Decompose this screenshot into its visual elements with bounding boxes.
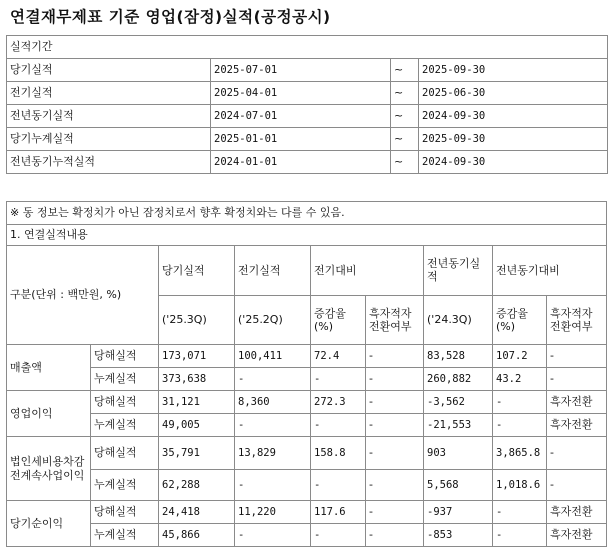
yoy-value: -21,553 [424,414,493,437]
yoy-rate: - [493,414,547,437]
period-tilde: ~ [391,105,419,128]
result-type: 당해실적 [91,501,159,524]
period-table [6,35,608,174]
current-value: 45,866 [159,524,235,547]
prev-header: 전기실적 [235,246,311,296]
yoy-turn-header: 흑자적자전환여부 [547,295,607,345]
prev-value: - [235,368,311,391]
prev-value: 11,220 [235,501,311,524]
period-tilde: ~ [391,59,419,82]
vs-prev-header: 전기대비 [311,246,424,296]
prev-turn: - [366,414,424,437]
prev-rate: 72.4 [311,345,366,368]
yoy-rate: 107.2 [493,345,547,368]
prev-value: 8,360 [235,391,311,414]
yoy-turn: 흑자전환 [547,524,607,547]
current-value: 31,121 [159,391,235,414]
period-end: 2025-09-30 [419,59,608,82]
yoy-rate: - [493,524,547,547]
prev-turn: - [366,345,424,368]
current-value: 173,071 [159,345,235,368]
prev-change-rate-header: 증감율(%) [311,295,366,345]
category-header: 구분(단위 : 백만원, %) [7,246,159,345]
table-row [7,414,607,437]
period-tilde: ~ [391,151,419,174]
current-header: 당기실적 [159,246,235,296]
prev-turn: - [366,501,424,524]
prev-turn: - [366,470,424,501]
yoy-rate: - [493,501,547,524]
prev-rate: 158.8 [311,437,366,470]
result-type: 누계실적 [91,524,159,547]
period-start: 2025-04-01 [211,82,391,105]
table-row [7,501,607,524]
yoy-rate: 43.2 [493,368,547,391]
current-value: 373,638 [159,368,235,391]
yoy-change-rate-header: 증감율(%) [493,295,547,345]
prev-rate: 272.3 [311,391,366,414]
prev-period: ('25.2Q) [235,295,311,345]
yoy-value: -937 [424,501,493,524]
prev-turn: - [366,391,424,414]
period-label: 전년동기실적 [7,105,211,128]
current-value: 49,005 [159,414,235,437]
period-label: 당기누계실적 [7,128,211,151]
table-row [7,368,607,391]
period-row [7,105,608,128]
period-tilde: ~ [391,128,419,151]
yoy-turn: - [547,368,607,391]
yoy-turn: - [547,345,607,368]
yoy-actual-header: 전년동기실적 [424,246,493,296]
table-row [7,345,607,368]
result-type: 누계실적 [91,470,159,501]
period-label: 전기실적 [7,82,211,105]
current-period: ('25.3Q) [159,295,235,345]
item-label: 당기순이익 [7,501,91,547]
yoy-turn: 흑자전환 [547,414,607,437]
period-label: 전년동기누적실적 [7,151,211,174]
result-type: 당해실적 [91,391,159,414]
prev-value: 13,829 [235,437,311,470]
table-row [7,470,607,501]
period-start: 2025-01-01 [211,128,391,151]
period-end: 2024-09-30 [419,151,608,174]
prev-value: 100,411 [235,345,311,368]
period-row [7,82,608,105]
prev-rate: - [311,524,366,547]
yoy-value: 260,882 [424,368,493,391]
results-table [6,201,607,547]
period-end: 2025-09-30 [419,128,608,151]
period-row [7,151,608,174]
prev-value: - [235,414,311,437]
prev-turn: - [366,524,424,547]
period-start: 2025-07-01 [211,59,391,82]
item-label: 영업이익 [7,391,91,437]
period-start: 2024-07-01 [211,105,391,128]
yoy-turn: - [547,470,607,501]
yoy-rate: - [493,391,547,414]
item-label: 법인세비용차감전계속사업이익 [7,437,91,501]
period-header-row [7,36,608,59]
section-title: 1. 연결실적내용 [7,225,607,246]
vs-yoy-header: 전년동기대비 [493,246,607,296]
period-row [7,128,608,151]
header-row [7,246,607,296]
yoy-value: 903 [424,437,493,470]
page-title: 연결재무제표 기준 영업(잠정)실적(공정공시) [10,8,331,26]
period-end: 2024-09-30 [419,105,608,128]
prev-rate: - [311,470,366,501]
table-row [7,524,607,547]
yoy-rate: 3,865.8 [493,437,547,470]
table-row [7,391,607,414]
yoy-value: -853 [424,524,493,547]
item-label: 매출액 [7,345,91,391]
result-type: 누계실적 [91,414,159,437]
yoy-rate: 1,018.6 [493,470,547,501]
prev-turn: - [366,437,424,470]
prev-turn: - [366,368,424,391]
period-header: 실적기간 [7,36,608,59]
table-row [7,437,607,470]
prev-rate: 117.6 [311,501,366,524]
section-row [7,225,607,246]
current-value: 35,791 [159,437,235,470]
yoy-value: 5,568 [424,470,493,501]
prev-turn-header: 흑자적자전환여부 [366,295,424,345]
prev-rate: - [311,414,366,437]
yoy-value: -3,562 [424,391,493,414]
prev-rate: - [311,368,366,391]
period-start: 2024-01-01 [211,151,391,174]
period-row [7,59,608,82]
yoy-value: 83,528 [424,345,493,368]
result-type: 누계실적 [91,368,159,391]
period-tilde: ~ [391,82,419,105]
notice-text: ※ 동 정보는 확정치가 아닌 잠정치로서 향후 확정치와는 다를 수 있음. [7,202,607,225]
result-type: 당해실적 [91,437,159,470]
prev-value: - [235,524,311,547]
yoy-turn: - [547,437,607,470]
period-label: 당기실적 [7,59,211,82]
prev-value: - [235,470,311,501]
yoy-turn: 흑자전환 [547,391,607,414]
current-value: 24,418 [159,501,235,524]
yoy-turn: 흑자전환 [547,501,607,524]
yoy-period: ('24.3Q) [424,295,493,345]
period-end: 2025-06-30 [419,82,608,105]
current-value: 62,288 [159,470,235,501]
notice-row [7,202,607,225]
result-type: 당해실적 [91,345,159,368]
